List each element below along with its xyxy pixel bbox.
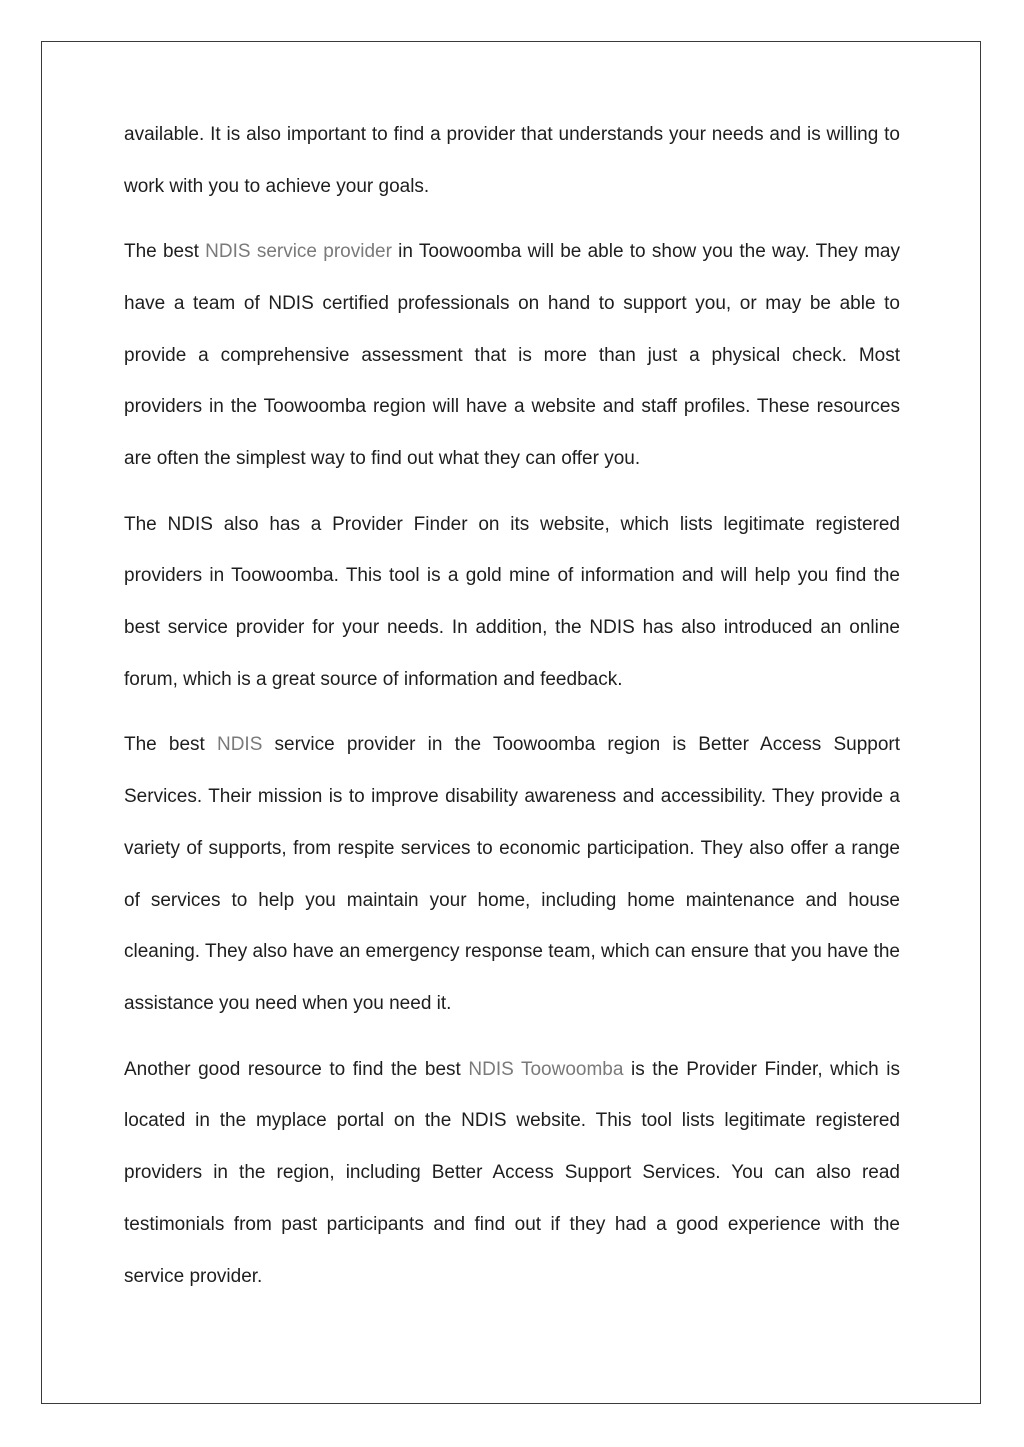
paragraph-4: [124, 719, 900, 1030]
paragraph-5: [124, 1044, 900, 1303]
ndis-service-provider-link[interactable]: NDIS service provider: [205, 241, 392, 263]
paragraph-text: in Toowoomba will be able to show you the way. They may have a team of NDIS certified professionals on hand to support you, or may be able to provide a comprehensive assessment that is more than just a physical check. Most providers in the Toowoomba region will have a website and staff profiles. These resources are often the simplest way to find out what they can offer you.: [124, 241, 900, 470]
paragraph-text: service provider in the Toowoomba region is Better Access Support Services. Their mission is to improve disability awareness and accessibility. They provide a variety of supports, from respite services to economic participation. They also offer a range of services to help you maintain your home, including home maintenance and house cleaning. They also have an emergency response team, which can ensure that you have the assistance you need when you need it.: [124, 734, 900, 1015]
paragraph-text: The NDIS also has a Provider Finder on its website, which lists legitimate registered providers in Toowoomba. This tool is a gold mine of information and will help you find the best service provider for your needs. In addition, the NDIS has also introduced an online forum, which is a great source of information and feedback.: [124, 513, 900, 690]
paragraph-text: The best: [124, 734, 217, 756]
ndis-link[interactable]: NDIS: [216, 734, 263, 756]
paragraph-1: [124, 109, 900, 213]
paragraph-text: The best: [124, 241, 206, 263]
paragraph-3: [124, 499, 900, 706]
paragraph-text: Another good resource to find the best: [124, 1058, 469, 1080]
paragraph-text: is the Provider Finder, which is located in the myplace portal on the NDIS website. This tool lists legitimate registered providers in the region, including Better Access Support Services. You can also read testimonials from past participants and find out if they had a good experience with the service provider.: [124, 1058, 900, 1287]
document-body: [124, 109, 900, 1316]
paragraph-text: available. It is also important to find a provider that understands your needs and is willing to work with you to achieve your goals.: [124, 124, 900, 197]
ndis-toowoomba-link[interactable]: NDIS Toowoomba: [468, 1058, 624, 1080]
paragraph-2: [124, 226, 900, 485]
